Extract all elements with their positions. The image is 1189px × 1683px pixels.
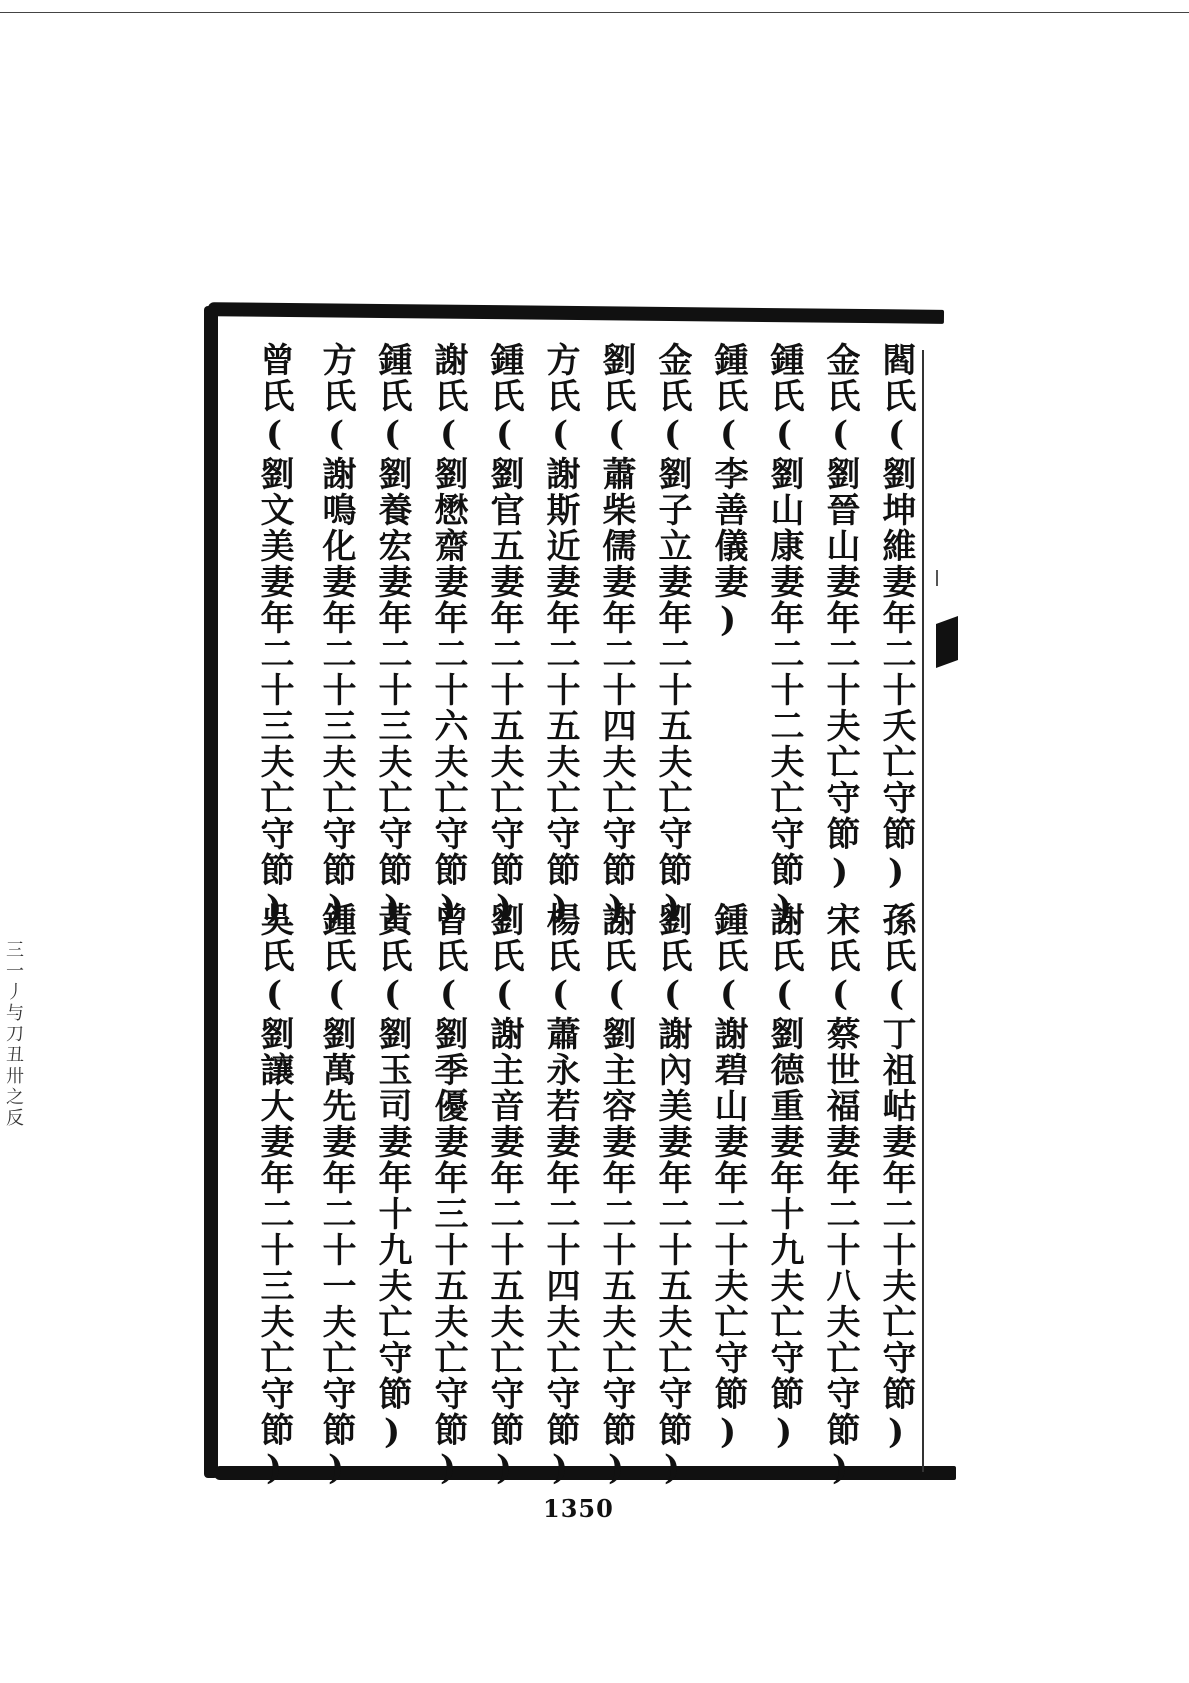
entry-top-2: 金氏(劉晉山妻年二十夫亡守節) [820, 342, 860, 894]
handwritten-margin-note: 三一丿与刀丑卅之反 [3, 940, 24, 1129]
entry-bottom-11: 鍾氏(劉萬先妻年二十一夫亡守節) [316, 902, 356, 1490]
entry-bottom-2: 宋氏(蔡世福妻年二十八夫亡守節) [820, 902, 860, 1490]
entry-bottom-10: 黃氏(劉玉司妻年十九夫亡守節) [372, 902, 412, 1454]
entry-bottom-6: 謝氏(劉主容妻年二十五夫亡守節) [596, 902, 636, 1490]
margin-tick [936, 570, 938, 586]
entry-bottom-7: 楊氏(蕭永若妻年二十四夫亡守節) [540, 902, 580, 1490]
entry-bottom-1: 孫氏(丁祖岵妻年二十夫亡守節) [876, 902, 916, 1454]
entry-top-10: 鍾氏(劉養宏妻年二十三夫亡守節) [372, 342, 412, 930]
entry-bottom-8: 劉氏(謝主音妻年二十五夫亡守節) [484, 902, 524, 1490]
entry-bottom-3: 謝氏(劉德重妻年十九夫亡守節) [764, 902, 804, 1454]
entry-bottom-4: 鍾氏(謝碧山妻年二十夫亡守節) [708, 902, 748, 1454]
entry-top-12: 曾氏(劉文美妻年二十三夫亡守節) [254, 342, 294, 930]
frame-left-rule [204, 306, 218, 1478]
page-number: 1350 [543, 1494, 614, 1523]
margin-fold-mark [936, 616, 958, 668]
entry-top-8: 鍾氏(劉官五妻年二十五夫亡守節) [484, 342, 524, 930]
entry-top-11: 方氏(謝鳴化妻年二十三夫亡守節) [316, 342, 356, 930]
entry-top-4: 鍾氏(李善儀妻) [708, 342, 748, 642]
entry-bottom-9: 曾氏(劉季優妻年三十五夫亡守節) [428, 902, 468, 1490]
entry-top-9: 謝氏(劉懋齋妻年二十六夫亡守節) [428, 342, 468, 930]
entry-top-3: 鍾氏(劉山康妻年二十二夫亡守節) [764, 342, 804, 930]
entry-top-6: 劉氏(蕭柴儒妻年二十四夫亡守節) [596, 342, 636, 930]
frame-right-rule [922, 350, 924, 1472]
scan-top-edge [0, 12, 1189, 13]
frame-top-rule [208, 302, 944, 324]
entry-bottom-12: 吳氏(劉讓大妻年二十三夫亡守節) [254, 902, 294, 1490]
entry-bottom-5: 劉氏(謝內美妻年二十五夫亡守節) [652, 902, 692, 1490]
entry-top-7: 方氏(謝斯近妻年二十五夫亡守節) [540, 342, 580, 930]
entry-top-5: 金氏(劉子立妻年二十五夫亡守節) [652, 342, 692, 930]
entry-top-1: 閻氏(劉坤維妻年二十夭亡守節) [876, 342, 916, 894]
